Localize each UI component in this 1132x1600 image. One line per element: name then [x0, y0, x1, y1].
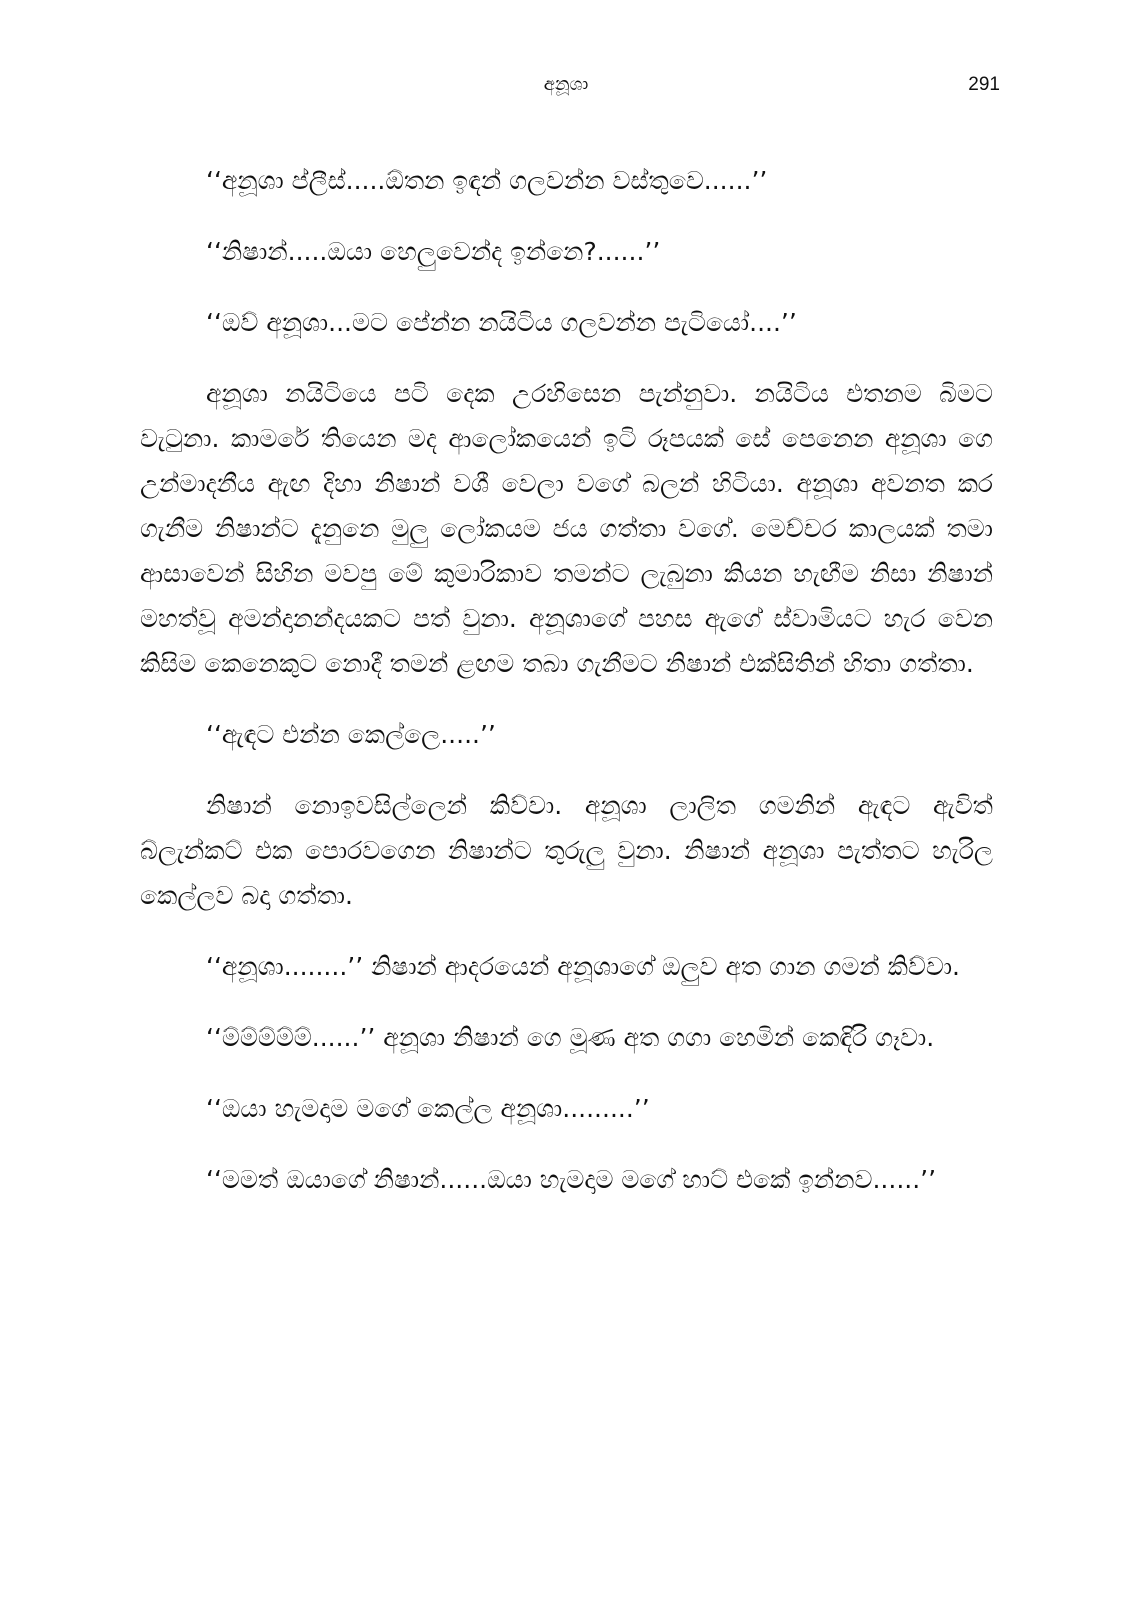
running-header [0, 72, 1132, 102]
paragraph-dialogue-2: ‘‘නිෂාන්.....ඔයා හෙලුවෙන්ද ඉන්නෙ?......’’ [206, 237, 661, 266]
paragraph-dialogue-5: ‘‘ඔයා හැමදාම මගේ කෙල්ල අනූශා.........’’ [206, 1094, 650, 1123]
paragraph-narrative-4: ‘‘ම්ම්ම්ම්ම්......’’ අනූශා නිෂාන් ගෙ මූණ අත ගගා හෙමින් කෙඳිරි ගෑවා. [206, 1023, 935, 1052]
body-text [140, 158, 993, 1228]
book-title: අනූශා [543, 74, 589, 95]
page-number: 291 [968, 74, 1000, 95]
paragraph-dialogue-4: ‘‘ඇඳට එන්න කෙල්ලෙ.....’’ [206, 720, 496, 749]
paragraph-dialogue-1: ‘‘අනූශා ප්ලීස්.....ඕතන ඉඳන් ගලවන්න වස්තුවෙ......’’ [206, 166, 768, 195]
paragraph-narrative-5: ‘‘මමත් ඔයාගේ නිෂාන්......ඔයා හැමදාම මගේ හාට් එකේ ඉන්නව......’’ [206, 1165, 937, 1194]
paragraph-narrative-3: ‘‘අනූශා........’’ නිෂාන් ආදරයෙන් අනූශාගේ ඔලුව අත ගාන ගමන් කිව්වා. [206, 952, 960, 981]
paragraph-dialogue-3: ‘‘ඔව් අනූශා...මට පේන්න නයිටිය ගලවන්න පැටියෝ....’’ [206, 308, 797, 337]
paragraph-narrative-1: අනූශා නයිටියෙ පටි දෙක උරහිසෙන පැන්නුවා. නයිටිය එතනම බිමට වැටුනා. කාමරේ තියෙන මද ආලෝකයෙන් ඉටි රූපයක් සේ පෙනෙන අනූශා ගෙ උන්මාදනීය ඇඟ දිහා නිෂාන් වශී වෙලා වගේ බලන් හිටියා. අනූශා අවනත කර ගැනීම නිෂාන්ට දැනුනෙ මුලු ලෝකයම ජය ගත්තා වගේ. මෙච්චර කාලයක් තමා ආසාවෙන් සිහින මවපු මේ කුමාරිකාව තමන්ට ලැබුනා කියන හැඟීම නිසා නිෂාන් මහත්වූ අමන්දානන්දයකට පත් වුනා. අනූශාගේ පහස ඇගේ ස්වාමියට හැර වෙන කිසිම කෙනෙකුට නොදී තමන් ළඟම තබා ගැනීමට නිෂාන් එක්සිතින් හිතා ගත්තා. [140, 379, 993, 678]
paragraph-narrative-2: නිෂාන් නොඉවසිල්ලෙන් කිව්වා. අනූශා ලාලිත ගමනින් ඇඳට ඇවිත් බ්ලැන්කට් එක පොරවගෙන නිෂාන්ට තුරුලු වුනා. නිෂාන් අනූශා පැත්තට හැරිල කෙල්ලව බදා ගත්තා. [140, 791, 993, 910]
